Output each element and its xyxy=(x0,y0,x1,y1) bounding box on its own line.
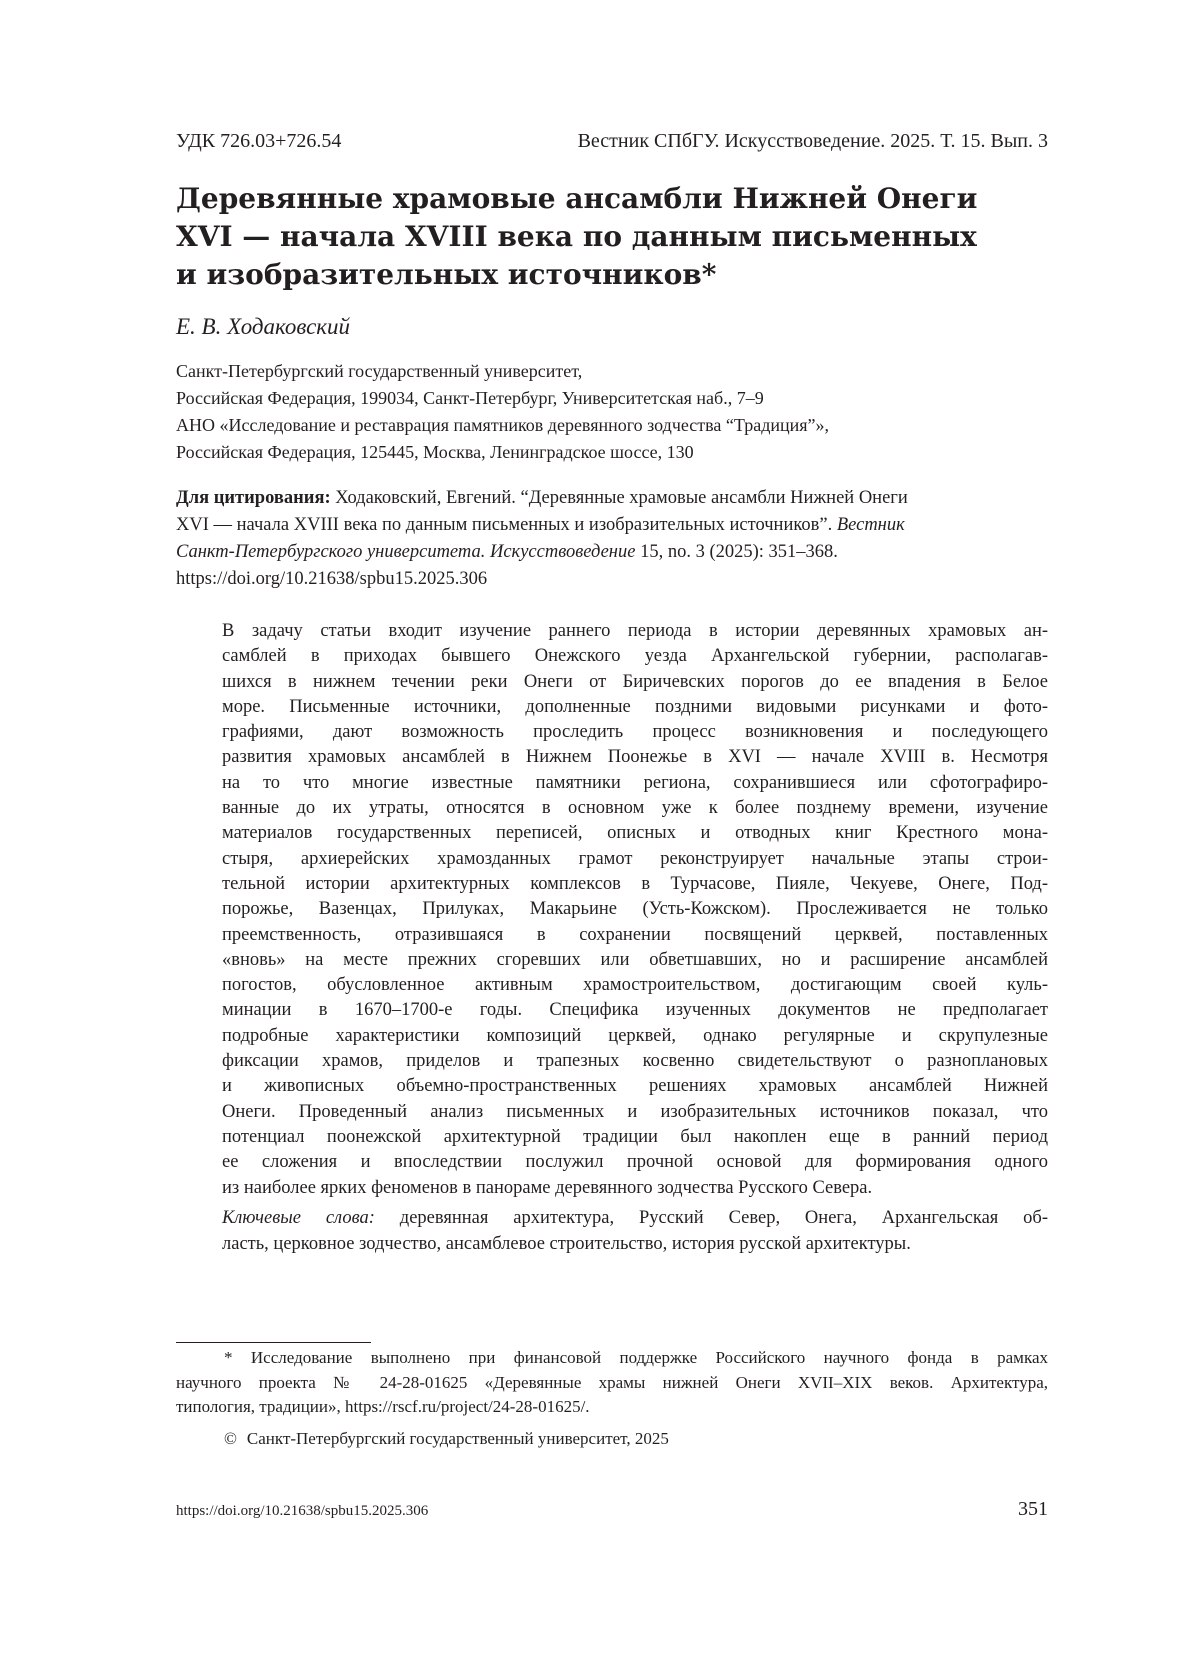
footnote-divider xyxy=(176,1342,371,1343)
keywords-text: деревянная архитектура, Русский Север, Онега, Архангельская об- xyxy=(374,1208,1048,1228)
keywords-block xyxy=(222,1206,1048,1257)
citation-doi-link[interactable]: https://doi.org/10.21638/spbu15.2025.306 xyxy=(176,569,488,589)
abstract-line: Онеги. Проведенный анализ письменных и изобразительных источников показал, что xyxy=(222,1101,1048,1122)
abstract-line: порожье, Вазенцах, Прилуках, Макарьине (Усть-Кожском). Прослеживается не только xyxy=(222,899,1048,920)
abstract-line: материалов государственных переписей, описных и отводных книг Крестного мона- xyxy=(222,823,1048,844)
affiliation-line: Российская Федерация, 125445, Москва, Ленинградское шоссе, 130 xyxy=(176,442,694,462)
keywords-line xyxy=(222,1206,1048,1232)
abstract-line: из наиболее ярких феноменов в панораме деревянного зодчества Русского Севера. xyxy=(222,1177,873,1198)
abstract-line: потенциал поонежской архитектурной традиции был накоплен еще в ранний период xyxy=(222,1126,1048,1147)
journal-header: Вестник СПбГУ. Искусствоведение. 2025. Т. 15. Вып. 3 xyxy=(577,130,1048,152)
abstract-line: развития храмовых ансамблей в Нижнем Поонежье в XVI — начале XVIII в. Несмотря xyxy=(222,747,1048,768)
title-line: и изобразительных источников* xyxy=(176,258,717,291)
footnote xyxy=(176,1346,1048,1420)
citation-text: 15, no. 3 (2025): 351–368. xyxy=(635,542,838,562)
abstract-line: преемственность, отразившаяся в сохранении посвящений церквей, поставленных xyxy=(222,924,1048,945)
abstract-line: фиксации храмов, приделов и трапезных косвенно свидетельствуют о разноплановых xyxy=(222,1051,1048,1072)
abstract-line: тельной истории архитектурных комплексов в Турчасове, Пияле, Чекуеве, Онеге, Под- xyxy=(222,873,1048,894)
citation-text: XVI — начала XVIII века по данным письменных и изобразительных источников”. xyxy=(176,515,833,535)
citation-line xyxy=(176,512,1048,539)
affiliation xyxy=(176,358,829,466)
abstract xyxy=(222,619,1048,1201)
copyright-icon: © xyxy=(224,1429,237,1448)
abstract-line: минации в 1670–1700-е годы. Специфика изученных документов не предполагает xyxy=(222,1000,1048,1021)
article-title xyxy=(176,180,1036,294)
affiliation-line: АНО «Исследование и реставрация памятников деревянного зодчества “Традиция”», xyxy=(176,415,830,435)
footnote-line: научного проекта № 24-28-01625 «Деревянные храмы нижней Онеги XVII–XIX веков. Архитектура, xyxy=(176,1372,1048,1392)
author-name: Е. В. Ходаковский xyxy=(176,314,351,339)
copyright-notice xyxy=(224,1429,669,1449)
citation-text: Ходаковский, Евгений. “Деревянные храмовые ансамбли Нижней Онеги xyxy=(330,488,908,508)
abstract-line: и живописных объемно-пространственных решениях храмовых ансамблей Нижней xyxy=(222,1076,1048,1097)
citation-label: Для цитирования: xyxy=(176,488,331,508)
abstract-line: ванные до их утраты, относятся в основном уже к более позднему времени, изучение xyxy=(222,798,1048,819)
citation-line xyxy=(176,539,1048,566)
affiliation-line: Российская Федерация, 199034, Санкт-Петербург, Университетская наб., 7–9 xyxy=(176,388,764,408)
abstract-line: графиями, дают возможность проследить процесс возникновения и последующего xyxy=(222,722,1048,743)
page-number: 351 xyxy=(1018,1498,1048,1520)
affiliation-line: Санкт-Петербургский государственный университет, xyxy=(176,361,583,381)
footnote-line: * Исследование выполнено при финансовой поддержке Российского научного фонда в рамках xyxy=(224,1348,1048,1367)
citation-line xyxy=(176,485,1048,512)
abstract-line: стыря, архиерейских храмозданных грамот реконструирует начальные этапы строи- xyxy=(222,848,1048,869)
title-line: XVI — начала XVIII века по данным письменных xyxy=(176,220,977,253)
keywords-line: ласть, церковное зодчество, ансамблевое строительство, история русской архитектуры. xyxy=(222,1233,911,1254)
footnote-line: типология, традиции», https://rscf.ru/project/24-28-01625/. xyxy=(176,1397,590,1416)
citation-block xyxy=(176,485,1048,593)
abstract-line: подробные характеристики композиций церквей, однако регулярные и скрупулезные xyxy=(222,1025,1048,1046)
copyright-text: Санкт-Петербургский государственный университет, 2025 xyxy=(246,1429,669,1448)
abstract-line: самблей в приходах бывшего Онежского уезда Архангельской губернии, располагав- xyxy=(222,646,1048,667)
abstract-line: «вновь» на месте прежних сгоревших или обветшавших, но и расширение ансамблей xyxy=(222,949,1048,970)
udk-code: УДК 726.03+726.54 xyxy=(176,130,342,152)
abstract-line: море. Письменные источники, дополненные поздними видовыми рисунками и фото- xyxy=(222,696,1048,717)
abstract-line: погостов, обусловленное активным храмостроительством, достигающим своей куль- xyxy=(222,975,1048,996)
abstract-line: В задачу статьи входит изучение раннего периода в истории деревянных храмовых ан- xyxy=(222,621,1048,641)
title-line: Деревянные храмовые ансамбли Нижней Онеги xyxy=(176,182,978,215)
keywords-label: Ключевые слова: xyxy=(222,1208,375,1228)
citation-journal: Вестник xyxy=(832,515,905,535)
abstract-line: на то что многие известные памятники региона, сохранившиеся или сфотографиро- xyxy=(222,772,1048,793)
citation-journal: Санкт-Петербургского университета. Искусствоведение xyxy=(176,542,636,562)
abstract-line: шихся в нижнем течении реки Онеги от Биричевских порогов до ее впадения в Белое xyxy=(222,671,1048,692)
footer-doi-link[interactable]: https://doi.org/10.21638/spbu15.2025.306 xyxy=(176,1503,429,1519)
abstract-line: ее сложения и впоследствии послужил прочной основой для формирования одного xyxy=(222,1152,1048,1173)
